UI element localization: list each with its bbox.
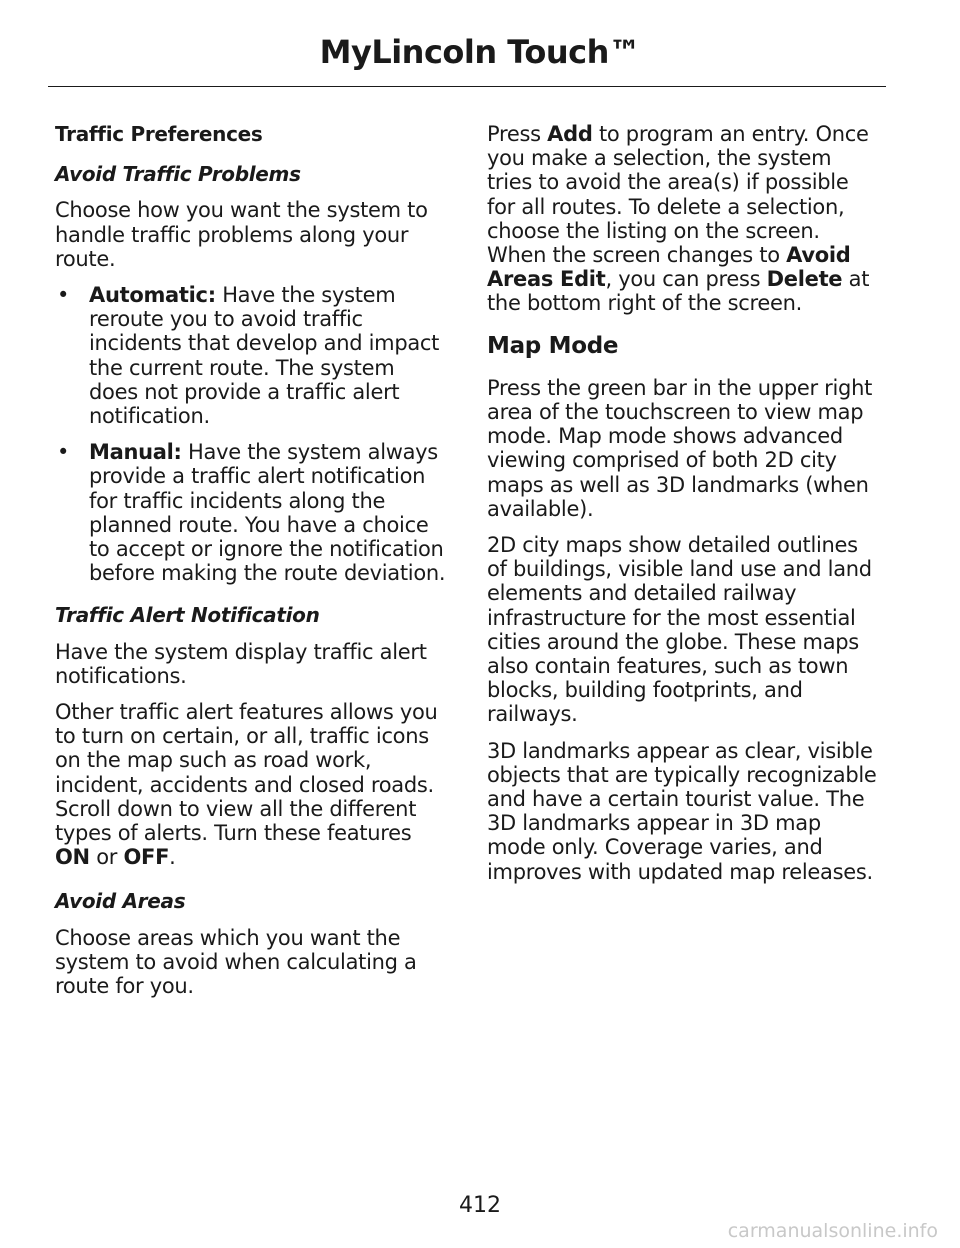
avoid-areas-edit-label: Avoid Areas Edit <box>487 243 851 292</box>
map-paragraph-2: 2D city maps show detailed outlines of buildings, visible land use and land elements and detailed railway infrastructure for the most essential cities around the globe. These maps also contain features, such as town blocks, building footprints, and railways. <box>487 533 872 727</box>
heading-map-mode: Map Mode <box>487 332 619 359</box>
heading-avoid-traffic-problems: Avoid Traffic Problems <box>55 162 301 187</box>
left-column <box>55 122 449 1010</box>
alert-off-label: OFF <box>123 845 170 870</box>
delete-label: Delete <box>766 267 843 292</box>
add-label: Add <box>547 122 593 146</box>
p1-press-text: Press <box>487 122 548 146</box>
bullet-icon: • <box>57 440 70 465</box>
p1-mid2-text: , you can press <box>605 267 767 292</box>
alert-on-label: ON <box>55 845 90 870</box>
heading-traffic-alert-notification: Traffic Alert Notification <box>55 603 320 628</box>
alert-paragraph-1: Have the system display traffic alert notifications. <box>55 639 427 688</box>
watermark: carmanualsonline.info <box>727 1220 938 1242</box>
p1-end-text: at the bottom right of the screen. <box>487 267 870 316</box>
alert-end-text: . <box>169 845 176 870</box>
right-column <box>487 122 881 896</box>
bullet-icon: • <box>57 283 70 308</box>
add-delete-paragraph <box>487 122 881 316</box>
avoid-areas-paragraph: Choose areas which you want the system to avoid when calculating a route for you. <box>55 925 417 999</box>
bullet-text-manual: Have the system always provide a traffic alert notification for traffic incidents along the planned route. You have a choice to accept or ignore the notification before making the route deviation. <box>89 440 446 586</box>
bullet-term-automatic: Automatic: <box>89 283 216 308</box>
alert-paragraph-2 <box>55 700 449 869</box>
avoid-intro-paragraph: Choose how you want the system to handle traffic problems along your route. <box>55 198 428 271</box>
page-title: MyLincoln Touch™ <box>319 33 641 71</box>
bullet-text-automatic: Have the system reroute you to avoid traffic incidents that develop and impact the current route. The system does not provide a traffic alert notification. <box>89 283 440 429</box>
bullet-term-manual: Manual: <box>89 440 182 465</box>
list-item <box>55 440 449 585</box>
p1-mid-text: to program an entry. Once you make a selection, the system tries to avoid the area(s) if possible for all routes. To delete a selection, choose the listing on the screen. When the screen changes to <box>487 122 869 268</box>
heading-traffic-preferences: Traffic Preferences <box>55 122 263 146</box>
traffic-options-list <box>55 283 449 585</box>
list-item <box>55 283 449 428</box>
page-number: 412 <box>459 1193 501 1218</box>
map-paragraph-1: Press the green bar in the upper right area of the touchscreen to view map mode. Map mode shows advanced viewing comprised of both 2D city maps as well as 3D landmarks (when available). <box>487 375 873 521</box>
alert-or-text: or <box>89 845 124 870</box>
alert-paragraph-2-text: Other traffic alert features allows you to turn on certain, or all, traffic icons on the map such as road work, incident, accidents and closed roads. Scroll down to view all the different types of alerts. Turn these features <box>55 700 438 846</box>
header-divider <box>48 86 886 87</box>
map-paragraph-3: 3D landmarks appear as clear, visible objects that are typically recognizable and have a certain tourist value. The 3D landmarks appear in 3D map mode only. Coverage varies, and improves with updated map releases. <box>487 738 877 884</box>
heading-avoid-areas: Avoid Areas <box>55 889 186 914</box>
